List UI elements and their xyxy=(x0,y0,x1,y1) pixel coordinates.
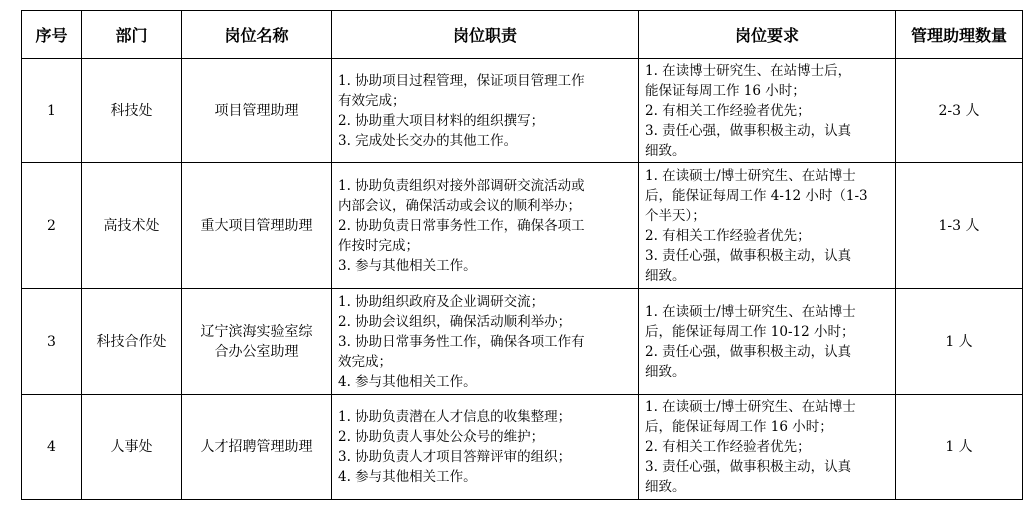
cell-position-line: 合办公室助理 xyxy=(214,343,299,360)
cell-dept: 科技合作处 xyxy=(82,289,182,395)
header-no: 序号 xyxy=(22,11,82,59)
cell-requirements-line: 2. 有相关工作经验者优先； xyxy=(645,227,811,244)
cell-requirements-line: 能保证每周工作 16 小时； xyxy=(645,82,806,99)
table-row xyxy=(22,395,1023,500)
cell-position-line: 人才招聘管理助理 xyxy=(200,439,313,455)
cell-requirements xyxy=(639,59,896,163)
cell-position-line: 重大项目管理助理 xyxy=(200,217,313,234)
cell-duties-line: 1. 协助负责潜在人才信息的收集整理； xyxy=(338,409,572,425)
header-count: 管理助理数量 xyxy=(896,11,1023,59)
positions-table xyxy=(21,10,1023,500)
cell-requirements-line: 细致。 xyxy=(645,142,686,159)
cell-duties-line: 有效完成； xyxy=(338,92,406,109)
cell-requirements-line: 后，能保证每周工作 4-12 小时（1-3 xyxy=(645,187,868,204)
cell-duties-line: 3. 参与其他相关工作。 xyxy=(338,257,477,274)
cell-requirements xyxy=(639,289,896,395)
cell-no: 2 xyxy=(22,163,82,289)
cell-duties-line: 3. 完成处长交办的其他工作。 xyxy=(338,132,518,149)
cell-duties-line: 3. 协助日常事务性工作，确保各项工作有 xyxy=(338,333,585,350)
cell-no: 1 xyxy=(22,59,82,163)
cell-duties-line: 内部会议，确保活动或会议的顺利举办； xyxy=(338,197,581,214)
cell-dept: 高技术处 xyxy=(82,163,182,289)
cell-position-line: 项目管理助理 xyxy=(214,102,299,119)
cell-no: 3 xyxy=(22,289,82,395)
cell-requirements-line: 3. 责任心强，做事积极主动，认真 xyxy=(645,122,852,139)
cell-duties-line: 2. 协助重大项目材料的组织撰写； xyxy=(338,112,545,129)
header-duties: 岗位职责 xyxy=(332,11,639,59)
cell-requirements-line: 后，能保证每周工作 16 小时； xyxy=(645,419,833,435)
cell-count: 1 人 xyxy=(896,289,1023,395)
cell-duties-line: 2. 协助负责人事处公众号的维护； xyxy=(338,429,545,445)
cell-duties-line: 4. 参与其他相关工作。 xyxy=(338,373,477,390)
cell-duties-line: 1. 协助负责组织对接外部调研交流活动或 xyxy=(338,177,585,194)
cell-requirements-line: 3. 责任心强，做事积极主动，认真 xyxy=(645,247,852,264)
cell-duties xyxy=(332,59,639,163)
cell-requirements-line: 3. 责任心强，做事积极主动，认真 xyxy=(645,459,852,475)
cell-duties-line: 效完成； xyxy=(338,353,392,370)
header-position: 岗位名称 xyxy=(182,11,332,59)
header-requirements: 岗位要求 xyxy=(639,11,896,59)
cell-requirements-line: 个半天）； xyxy=(645,207,706,224)
cell-position xyxy=(182,289,332,395)
cell-count: 1 人 xyxy=(896,395,1023,500)
cell-position xyxy=(182,395,332,500)
cell-count: 2-3 人 xyxy=(896,59,1023,163)
cell-duties-line: 4. 参与其他相关工作。 xyxy=(338,469,477,485)
table-row xyxy=(22,289,1023,395)
cell-requirements-line: 细致。 xyxy=(645,267,686,284)
table-row xyxy=(22,163,1023,289)
table-row xyxy=(22,59,1023,163)
cell-duties xyxy=(332,289,639,395)
cell-requirements-line: 2. 有相关工作经验者优先； xyxy=(645,102,811,119)
cell-count: 1-3 人 xyxy=(896,163,1023,289)
cell-dept: 人事处 xyxy=(82,395,182,500)
cell-duties-line: 3. 协助负责人才项目答辩评审的组织； xyxy=(338,449,572,465)
cell-position-line: 辽宁滨海实验室综 xyxy=(200,323,313,340)
cell-requirements-line: 1. 在读硕士/博士研究生、在站博士 xyxy=(645,399,856,415)
cell-requirements-line: 细致。 xyxy=(645,479,686,495)
cell-position xyxy=(182,163,332,289)
cell-requirements-line: 细致。 xyxy=(645,363,686,380)
cell-no: 4 xyxy=(22,395,82,500)
cell-duties-line: 1. 协助组织政府及企业调研交流； xyxy=(338,293,545,310)
cell-requirements-line: 后，能保证每周工作 10-12 小时； xyxy=(645,323,855,340)
cell-duties xyxy=(332,395,639,500)
cell-duties-line: 作按时完成； xyxy=(338,237,419,254)
cell-requirements-line: 1. 在读硕士/博士研究生、在站博士 xyxy=(645,303,856,320)
cell-requirements xyxy=(639,163,896,289)
cell-requirements-line: 1. 在读博士研究生、在站博士后， xyxy=(645,62,852,79)
header-row xyxy=(22,11,1023,59)
cell-duties-line: 2. 协助会议组织，确保活动顺利举办； xyxy=(338,313,572,330)
cell-requirements xyxy=(639,395,896,500)
cell-duties-line: 2. 协助负责日常事务性工作，确保各项工 xyxy=(338,217,585,234)
cell-position xyxy=(182,59,332,163)
cell-duties xyxy=(332,163,639,289)
cell-dept: 科技处 xyxy=(82,59,182,163)
cell-requirements-line: 2. 有相关工作经验者优先； xyxy=(645,439,811,455)
cell-requirements-line: 2. 责任心强，做事积极主动，认真 xyxy=(645,343,852,360)
cell-requirements-line: 1. 在读硕士/博士研究生、在站博士 xyxy=(645,167,856,184)
header-dept: 部门 xyxy=(82,11,182,59)
cell-duties-line: 1. 协助项目过程管理，保证项目管理工作 xyxy=(338,72,585,89)
